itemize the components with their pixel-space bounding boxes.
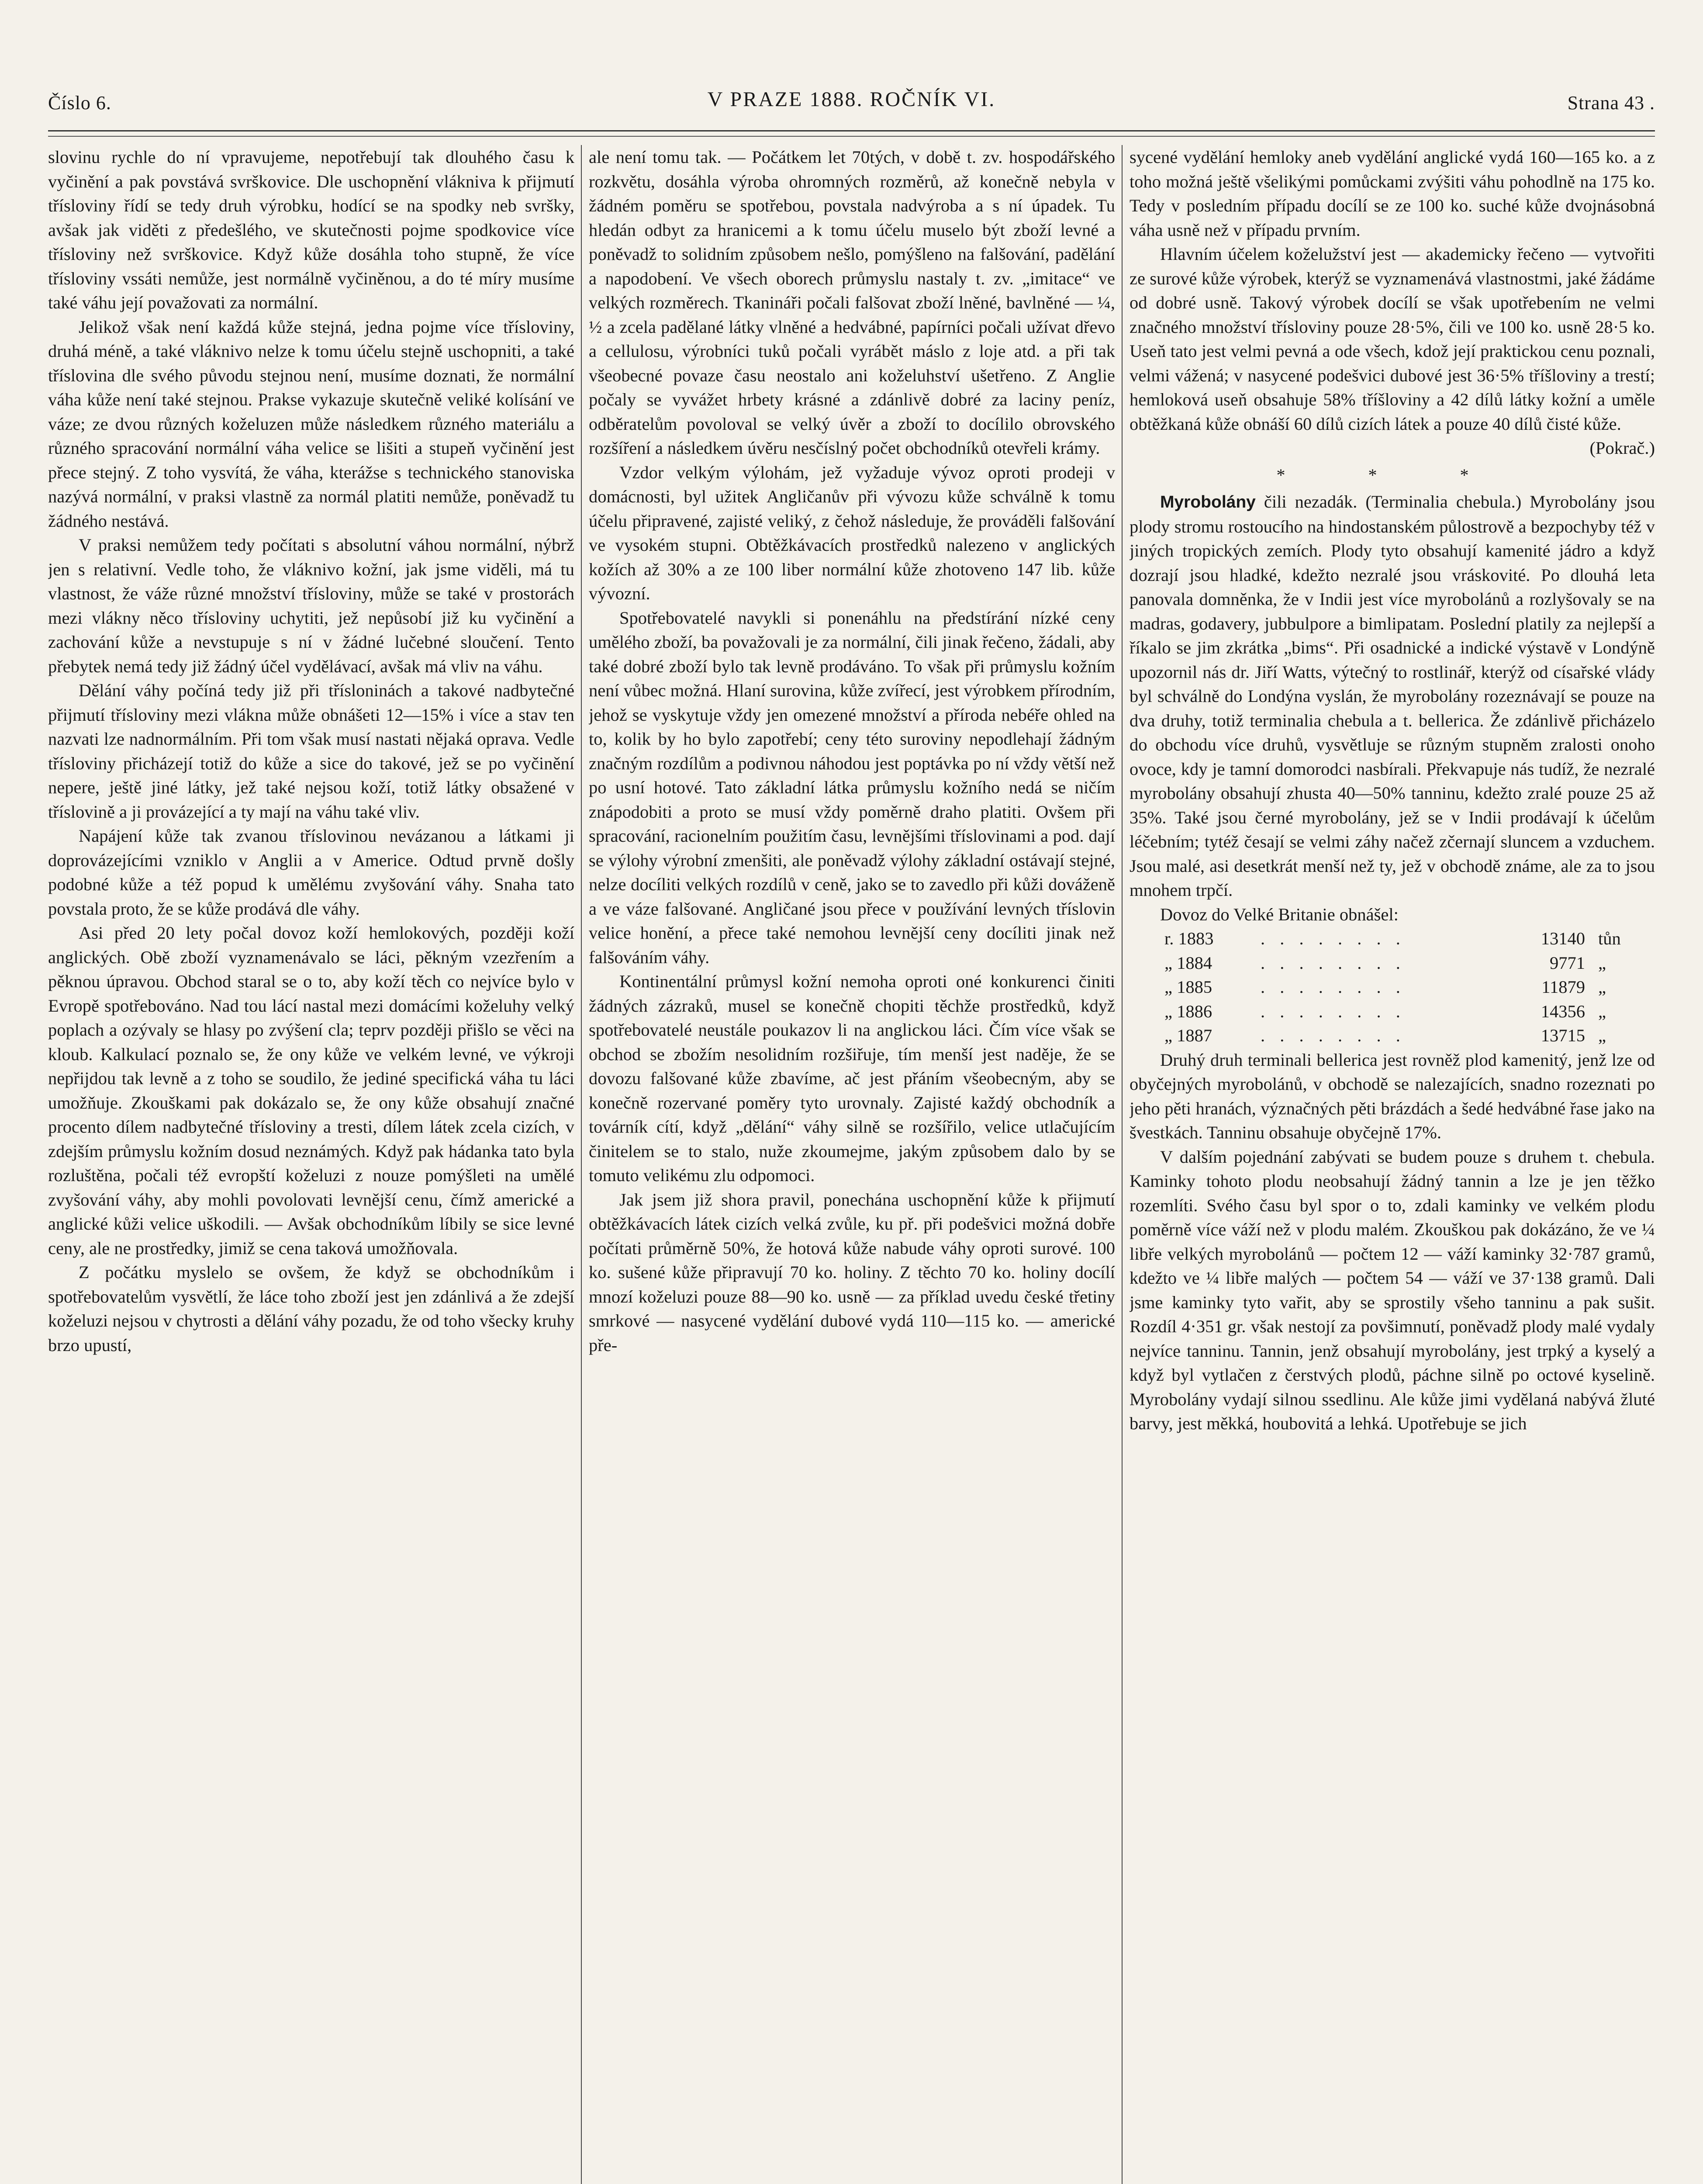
import-table bbox=[1130, 926, 1655, 1048]
paragraph: Asi před 20 lety počal dovoz koží hemlokových, později koží anglických. Obě zboží vyznamenávalo se láci, pěkným vzezřením a pěknou úpravou. Obchod staral se o to, aby koží těch co nejvíce bylo v Evropě spotřebováno. Nad tou lácí nastal mezi domácími koželuhy velký poplach a ozývaly se hlasy po zvýšení cla; teprv později přišlo se věci na kloub. Kalkulací poznalo se, že ony kůže ve velkém levné, ve výkroji nepřijdou tak levně a z toho se soudilo, že jediné specifická váha tu láci umožňuje. Zkouškami pak dokázalo se, že ony kůže obsahují značné procento dílem nadbytečné třísloviny a tresti, dílem látek zcela cizích, v zdejším průmyslu kožním dosud neznámých. Když pak hádanka tato byla rozluštěna, počali též evropští koželuzi z nouze pomýšleti na umělé zvyšování váhy, aby mohli povolovati levnější cenu, čímž americké a anglické kůži velice uškodili. — Avšak obchodníkům líbily se sice levné ceny, ale ne prostředky, jimiž se cena taková umožňovala. bbox=[48, 923, 574, 1258]
table-row bbox=[1130, 999, 1655, 1024]
leader-dots: . . . . . . . . bbox=[1261, 953, 1406, 973]
leader-dots: . . . . . . . . bbox=[1261, 1026, 1406, 1045]
section-separator: * * * bbox=[1276, 465, 1508, 485]
article-text: čili nezadák. (Terminalia chebula.) Myrobolány jsou plody stromu rostoucího na hindostanském půlostrově a bezpochyby též v jiných tropických zemích. Plody tyto obsahují kamenité jádro a když dozrají jsou hladké, kdežto nezralé jsou vráskovité. Po dlouhá leta panovala domněnka, že v Indii jest více myrobolánů a rozlyšovaly se na madras, godavery, jubbulpore a bimlipatam. Poslední platily za nejlepší a říkalo se jim zkrátka „bims“. Při osadnické a indické výstavě v Londýně upozornil nás dr. Jiří Watts, výtečný to rostlinář, kterýž od císařské vlády byl schválně do Londýna vyslán, že myrobolány rozeznávají se pouze na dva druhy, totiž terminalia chebula a t. bellerica. Že zdánlivě přicházelo do obchodu více druhů, vysvětluje se různým stupněm zralosti onoho ovoce, kdy je tamní domorodci nasbírali. Překvapuje nás tudíž, že nezralé myrobolány obsahují zhusta 40—50% tanninu, kdežto zralé pouze 25 až 35%. Také jsou černé myrobolány, jež se v Indii prodávají k účelům léčebním; tytéž česají se velmi záhy načež zčernají sluncem a vzduchem. Jsou malé, asi desetkrát menší než ty, jež v obchodě známe, ale za to jsou mnohem trpčí. bbox=[1130, 492, 1655, 900]
unit: „ bbox=[1598, 953, 1606, 973]
unit: „ bbox=[1598, 977, 1606, 997]
year: „ 1886 bbox=[1164, 1001, 1212, 1021]
table-row bbox=[1130, 926, 1655, 951]
paragraph: Jak jsem již shora pravil, ponechána uschopnění kůže k přijmutí obtěžkávacích látek cizích velká zvůle, ku př. při podešvici možná dobře počítati průměrně 50%, že hotová kůže nabude váhy oproti surové. 100 ko. sušené kůže připravují 70 ko. holiny. Z těchto 70 ko. holiny docílí mnozí koželuzi pouze 88—90 ko. usně — za příklad uvedu české třetiny smrkové — nasycené vydělání dubové vydá 110—115 ko. — americké pře- bbox=[589, 1189, 1115, 1355]
issue-number: Číslo 6. bbox=[48, 92, 111, 114]
paragraph: Spotřebovatelé navykli si ponenáhlu na předstírání nízké ceny umělého zboží, ba považovali je za normální, čili jinak řečeno, žádali, aby také dobré zboží bylo tak levně prodáváno. To však při průmyslu kožním není vůbec možná. Hlaní surovina, kůže zvířecí, jest výrobkem přírodním, jehož se vyskytuje vždy jen omezené množství a příroda nebéře ohled na to, kolik by ho bylo zapotřebí; ceny této suroviny nepodlehají žádným značným rozdílům a podivnou náhodou jest poptávka po ní vždy větší než po usní hotové. Tato základní látka průmyslu kožního nedá se ničím znápodobiti a proto se musí vždy poměrně draho platiti. Ovšem při spracování, racionelním použitím času, levnějšími tříslovinami a pod. dají se výlohy výrobní zmenšiti, ale poněvadž výlohy základní ostávají stejné, nelze docíliti velkých rozdílů v ceně, jako se to zavedlo při kůži dováženě a ve váze falšované. Angličané jsou přece v používání levných tříslovin velice honění, a přece také nemohou levnější ceny docíliti jinak než falšováním váhy. bbox=[589, 608, 1115, 967]
value: 13140 bbox=[1541, 929, 1585, 948]
paragraph: Kontinentální průmysl kožní nemohа oproti oné konkurenci činiti žádných zázraků, musel se konečně chopiti těchže prostředků, když spotřebovatelé neustále poukazov li na anglickou láci. Čím více však se obchod se zbožím nesolidním rozšiřuje, tím menší jest naděje, že se dovozu falšované kůže zbavíme, ač jest přáním všeobecným, aby se konečně rozervané poměry tyto urovnaly. Zajisté každý obchodník a továrník cítí, když „dělání“ váhy silně se rozšířilo, velice utlačujícím činitelem se to stalo, nuže zkoumejme, jakým způsobem dalo by se tomuto velikému zlu odpomoci. bbox=[589, 971, 1115, 1185]
paragraph: ale není tomu tak. — Počátkem let 70tých, v době t. zv. hospodářského rozkvětu, dosáhla výroba ohromných rozměrů, až konečně nebyla v žádném poměru se spotřebou, povstala nadvýroba a s ní úpadek. Tu hledán odbyt za hranicemi a k tomu účelu muselo být zboží levné a poněvadž to solidním způsobem nešlo, pomýšleno na falšování, padělání a napodobení. Ve všech oborech průmyslu nastaly t. zv. „imitace“ ve velkých rozměrech. Tkanináři počali falšovat zboží lněné, bavlněné — ¼, ½ a zcela padělané látky vlněné a hedvábné, papírníci počali užívat dřevo a cellulosu, výrobníci tuků počali vyrábět máslo z loje atd. a při tak všeobecné povaze času neostalo ani koželuhství ušetřeno. Z Anglie počaly se vyvážet hrbety krásné a zdánlivě dobré za laciny peníz, odběratelům povoloval se velký úvěr a zboží to docílilo obrovského rozšíření a následkem úvěru nesčíslný počet obchodníků otevřeli krámy. bbox=[589, 147, 1115, 458]
masthead-date: V PRAZE 1888. ROČNÍK VI. bbox=[707, 88, 996, 111]
table-row bbox=[1130, 1023, 1655, 1048]
leader-dots: . . . . . . . . bbox=[1261, 929, 1406, 948]
paragraph: Vzdor velkým výlohám, jež vyžaduje vývoz oproti prodeji v domácnosti, byl užitek Angličanův při vývozu kůže schválně k tomu účelu připravené, zajisté veliký, z čehož následuje, že prováděli falšování ve vysokém stupni. Obtěžkávacích prostředků nalezeno v anglických kožích až 30% a ze 100 liber normální kůže zhotoveno 147 lib. kůže vývozní. bbox=[589, 462, 1115, 603]
column-divider bbox=[1122, 145, 1123, 2184]
year: r. 1883 bbox=[1164, 929, 1214, 948]
paragraph: slovinu rychle do ní vpravujeme, nepotřebují tak dlouhého času k vyčinění a pak povstává svrškovice. Dle uschopnění vláknivа k přijmutí třísloviny řídí se tedy druh výrobku, hodící se na spodky neb svršky, avšak jak viděti z předešlého, ve skutečnosti pojme spodkovice více třísloviny než svrškovice. Když kůže dosáhla toho stupně, že více třísloviny vssáti nemůže, jest normálně vyčiněnou, a do té míry musíme také váhu její považovati za normální. bbox=[48, 147, 574, 312]
page-header bbox=[48, 79, 1655, 122]
paragraph: Hlavním účelem koželužství jest — akademicky řečeno — vytvořiti ze surové kůže výrobek, kterýž se vyznamenává vlastnostmi, jaké žádáme od dobré usně. Takový výrobek docílí se však upotřebením ne velmi značného množství třísloviny pouze 28·5%, čili ve 100 ko. usně 28·5 ko. Useň tato jest velmi pevná a ode všech, kdož její praktickou cenu poznali, velmi vážená; v nasycené podešvici dubové jest 36·5% tříšloviny a trestí; hemloková useň obsahuje 58% tříšloviny a 42 dílů látky kožní a uměle obtěžkaná kůže obnáší 60 dílů cizích látek a pouze 40 dílů čisté kůže. bbox=[1130, 244, 1655, 434]
leader-dots: . . . . . . . . bbox=[1261, 977, 1406, 997]
import-title: Dovoz do Velké Britanie obnášel: bbox=[1160, 904, 1399, 924]
paragraph: V dalším pojednání zabývati se budem pouze s druhem t. chebula. Kaminky tohoto plodu neobsahují žádný tannin a lze je jen těžko rozemlíti. Svého času byl spor o to, zdali kaminky ve velkém plodu poměrně více váží než v plodu malém. Zkouškou pak dokázáno, že ve ¼ libře velkých myrobolánů — počtem 12 — váží kaminky 32·787 gramů, kdežto ve ¼ libře malých — počtem 54 — váží ve 37·138 gramů. Dali jsme kaminky tyto vařit, aby se sprostily všeho tanninu a pak sušit. Rozdíl 4·351 gr. však nestojí za povšimnutí, poněvadž plody malé vydaly nejvíce tanninu. Tannin, jenž obsahují myrobolány, jest trpký a kyselý a když byl vytlačen z čerstvých plodů, páchne silně po octové kyselině. Myrobolány vydají silnou ssedlinu. Ale kůže jimi vydělaná nabývá žluté barvy, jest měkká, houbovitá a lehká. Upotřebuje se jich bbox=[1130, 1147, 1655, 1433]
article-title: Myrobolány bbox=[1160, 493, 1256, 511]
unit: „ bbox=[1598, 1026, 1606, 1045]
myrobolany-paragraph bbox=[1130, 490, 1655, 902]
column-3 bbox=[1130, 145, 1655, 2184]
year: „ 1887 bbox=[1164, 1026, 1212, 1045]
paragraph: Druhý druh terminali bellerica jest rovněž plod kamenitý, jenž lze od obyčejných myrobolánů, v obchodě se nalezajících, snadno rozeznati po jeho pěti hranách, význačných pěti brázdách a šedé hedvábné řase jako na švestkách. Tanninu obsahuje obyčejně 17%. bbox=[1130, 1050, 1655, 1142]
value: 11879 bbox=[1541, 977, 1585, 997]
paragraph: Napájení kůže tak zvanou tříslovinou nevázanou a látkami ji doprovázejícími vzniklo v Anglii a v Americe. Odtud prvně došly podobné kůže a též popud k umělému zvyšování váhy. Snaha tato povstala proto, že se kůže prodává dle váhy. bbox=[48, 826, 574, 919]
paragraph: Dělání váhy počíná tedy již při třísloninách a takové nadbytečné přijmutí třísloviny mezi vlákna může obnášeti 12—15% i více a stav ten nazvati lze nadnormálním. Při tom však musí nastati nějaká oprava. Vedle třísloviny přicházejí totiž do kůže a sice do takové, jež se po vyčinění nepere, ještě jiné látky, jež také nejsou koží, totiž látky obsažené v tříslovině a ji provázející a ty mají na váhu také vliv. bbox=[48, 681, 574, 822]
paragraph: sycené vydělání hemloky aneb vydělání anglické vydá 160—165 ko. a z toho možná ještě všelikými pomůckami zvýšiti váhu pohodlně na 175 ko. Tedy v posledním případu docílí se ze 100 ko. suché kůže dvojnásobná váha usně než v případu prvním. bbox=[1130, 147, 1655, 240]
unit: „ bbox=[1598, 1001, 1606, 1021]
unit: tůn bbox=[1598, 929, 1621, 948]
value: 13715 bbox=[1541, 1026, 1585, 1045]
column-divider bbox=[581, 145, 582, 2184]
paragraph: V praksi nemůžem tedy počítati s absolutní váhou normální, nýbrž jen s relativní. Vedle toho, že vláknivo kožní, jak jsme viděli, má tu vlastnost, že váže různé množství třísloviny, může se také v prostorách mezi vlákny něco třísloviny uchytiti, jež nepůsobí již ku vyčinění a zachování kůže a nevstupuje s ní v žádné lučebné sloučení. Tento přebytek nemá tedy již žádný účel vydělávací, avšak má vliv na váhu. bbox=[48, 535, 574, 676]
value: 9771 bbox=[1550, 953, 1585, 973]
column-1 bbox=[48, 145, 574, 2184]
leader-dots: . . . . . . . . bbox=[1261, 1001, 1406, 1021]
year: „ 1885 bbox=[1164, 977, 1212, 997]
header-rule bbox=[48, 130, 1655, 137]
value: 14356 bbox=[1541, 1001, 1585, 1021]
paragraph: Jelikož však není každá kůže stejná, jedna pojme více třísloviny, druhá méně, a také vláknivo nelze k tomu účelu stejně uschopniti, a také tříslovina dle svého původu stejnou není, musíme doznati, že normální váha kůže není také stejnou. Prakse vykazuje skutečně veliké kolísání ve váze; ze dvou různých koželuzen může následkem různého materiálu a různého spracování normální váha velice se lišiti a stupeň vyčinění jest přece stejný. Z toho vysvítá, že váha, kterážse s technického stanoviska nazývá normální, v praksi vlastně za normál platiti nemůže, poněvadž tu žádného nestává. bbox=[48, 317, 574, 531]
page-number: Strana 43 . bbox=[1567, 92, 1655, 114]
continued-note: (Pokrač.) bbox=[1589, 438, 1655, 458]
paragraph: Z počátku myslelo se ovšem, že když se obchodníkům i spotřebovatelům vysvětlí, že láce toho zboží jest jen zdánlivá a že zdejší koželuzi nejsou v chytrosti a dělání váhy pozadu, že od toho všecky kruhy brzo upustí, bbox=[48, 1262, 574, 1355]
table-row bbox=[1130, 975, 1655, 999]
year: „ 1884 bbox=[1164, 953, 1212, 973]
table-row bbox=[1130, 951, 1655, 975]
column-2 bbox=[589, 145, 1115, 2184]
